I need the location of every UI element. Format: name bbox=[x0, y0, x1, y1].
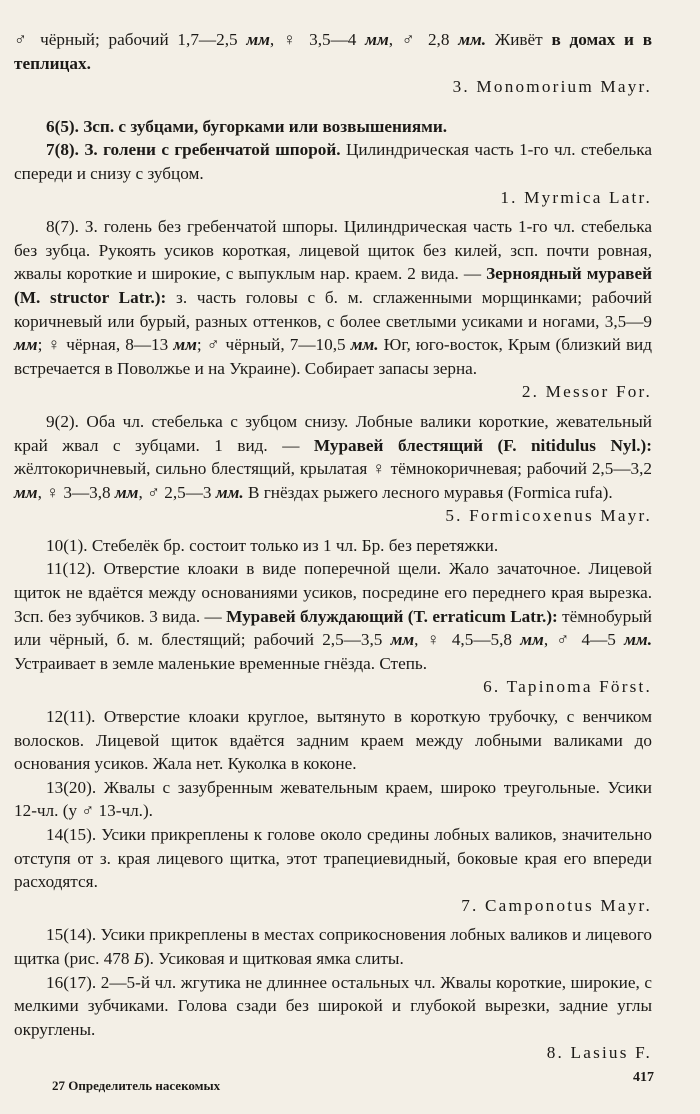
genus-heading: 6. Tapinoma Först. bbox=[483, 677, 652, 697]
key-paragraph: 6(5). Зсп. с зубцами, бугорками или возвышениями. bbox=[46, 116, 448, 136]
key-paragraph: 15(14). Усики прикреплены в местах соприкосновения лобных валиков и лицевого щитка (рис. 478 Б). Усиковая и щитковая ямка слиты. bbox=[14, 925, 652, 968]
key-paragraph: 11(12). Отверстие клоаки в виде поперечной щели. Жало зачаточное. Лицевой щиток не вдаётся между основаниями усиков, посредине его переднего края вырезка. Зсп. без зубчиков. 3 вида. — Муравей блуждающий (T. erraticum Latr.): тёмнобурый или чёрный, б. м. блестящий; рабочий 2,5—3,5 мм, ♀ 4,5—5,8 мм, ♂ 4—5 мм. Устраивает в земле маленькие временные гнёзда. Степь. bbox=[14, 559, 652, 673]
genus-heading: 5. Formicoxenus Mayr. bbox=[445, 506, 652, 526]
page-number: 417 bbox=[633, 1070, 654, 1085]
key-paragraph: 16(17). 2—5-й чл. жгутика не длиннее остальных чл. Жвалы короткие, широкие, с мелкими зубчиками. Голова сзади без широкой и глубокой вырезки, задние углы округлены. bbox=[14, 972, 652, 1039]
page-content bbox=[14, 28, 652, 1081]
genus-heading: 7. Camponotus Mayr. bbox=[461, 895, 652, 915]
key-paragraph: 9(2). Оба чл. стебелька с зубцом снизу. Лобные валики короткие, жевательный край жвал с зубцами. 1 вид. — Муравей блестящий (F. nitidulus Nyl.): жёлтокоричневый, сильно блестящий, крылатая ♀ тёмнокоричневая; рабочий 2,5—3,2 мм, ♀ 3—3,8 мм, ♂ 2,5—3 мм. В гнёздах рыжего лесного муравья (Formica rufa). bbox=[14, 411, 652, 502]
key-paragraph: ♂ чёрный; рабочий 1,7—2,5 мм, ♀ 3,5—4 мм, ♂ 2,8 мм. Живёт в домах и в теплицах. bbox=[14, 30, 652, 73]
genus-heading: 3. Monomorium Mayr. bbox=[452, 77, 652, 97]
genus-heading: 2. Messor For. bbox=[521, 382, 652, 402]
key-paragraph: 10(1). Стебелёк бр. состоит только из 1 чл. Бр. без перетяжки. bbox=[46, 535, 499, 555]
key-paragraph: 7(8). З. голени с гребенчатой шпорой. Цилиндрическая часть 1-го чл. стебелька спереди и снизу с зубцом. bbox=[14, 140, 652, 183]
key-paragraph: 12(11). Отверстие клоаки круглое, вытянуто в короткую трубочку, с венчиком волосков. Лицевой щиток вдаётся задним краем между лобными валиками до основания усиков. Жала нет. Куколка в коконе. bbox=[14, 707, 652, 774]
key-paragraph: 8(7). З. голень без гребенчатой шпоры. Цилиндрическая часть 1-го чл. стебелька без зубца. Рукоять усиков короткая, лицевой щиток без килей, зсп. почти ровная, жвалы короткие и широкие, с выпуклым нар. краем. 2 вида. — Зерноядный муравей (M. structor Latr.): з. часть головы с б. м. сглаженными морщинками; рабочий коричневый или бурый, разных оттенков, с более светлыми усиками и ногами, 3,5—9 мм; ♀ чёрная, 8—13 мм; ♂ чёрный, 7—10,5 мм. Юг, юго-восток, Крым (близкий вид встречается в Поволжье и на Украине). Собирает запасы зерна. bbox=[14, 217, 652, 378]
genus-heading: 1. Myrmica Latr. bbox=[500, 187, 652, 207]
printer-signature: 27 Определитель насекомых bbox=[52, 1078, 221, 1093]
key-paragraph: 13(20). Жвалы с зазубренным жевательным краем, широко треугольные. Усики 12-чл. (у ♂ 13-чл.). bbox=[14, 777, 652, 821]
genus-heading: 8. Lasius F. bbox=[546, 1043, 652, 1063]
key-paragraph: 14(15). Усики прикреплены к голове около средины лобных валиков, значительно отступя от з. края лицевого щитка, этот трапециевидный, боковые края его впереди расходятся. bbox=[14, 825, 652, 892]
